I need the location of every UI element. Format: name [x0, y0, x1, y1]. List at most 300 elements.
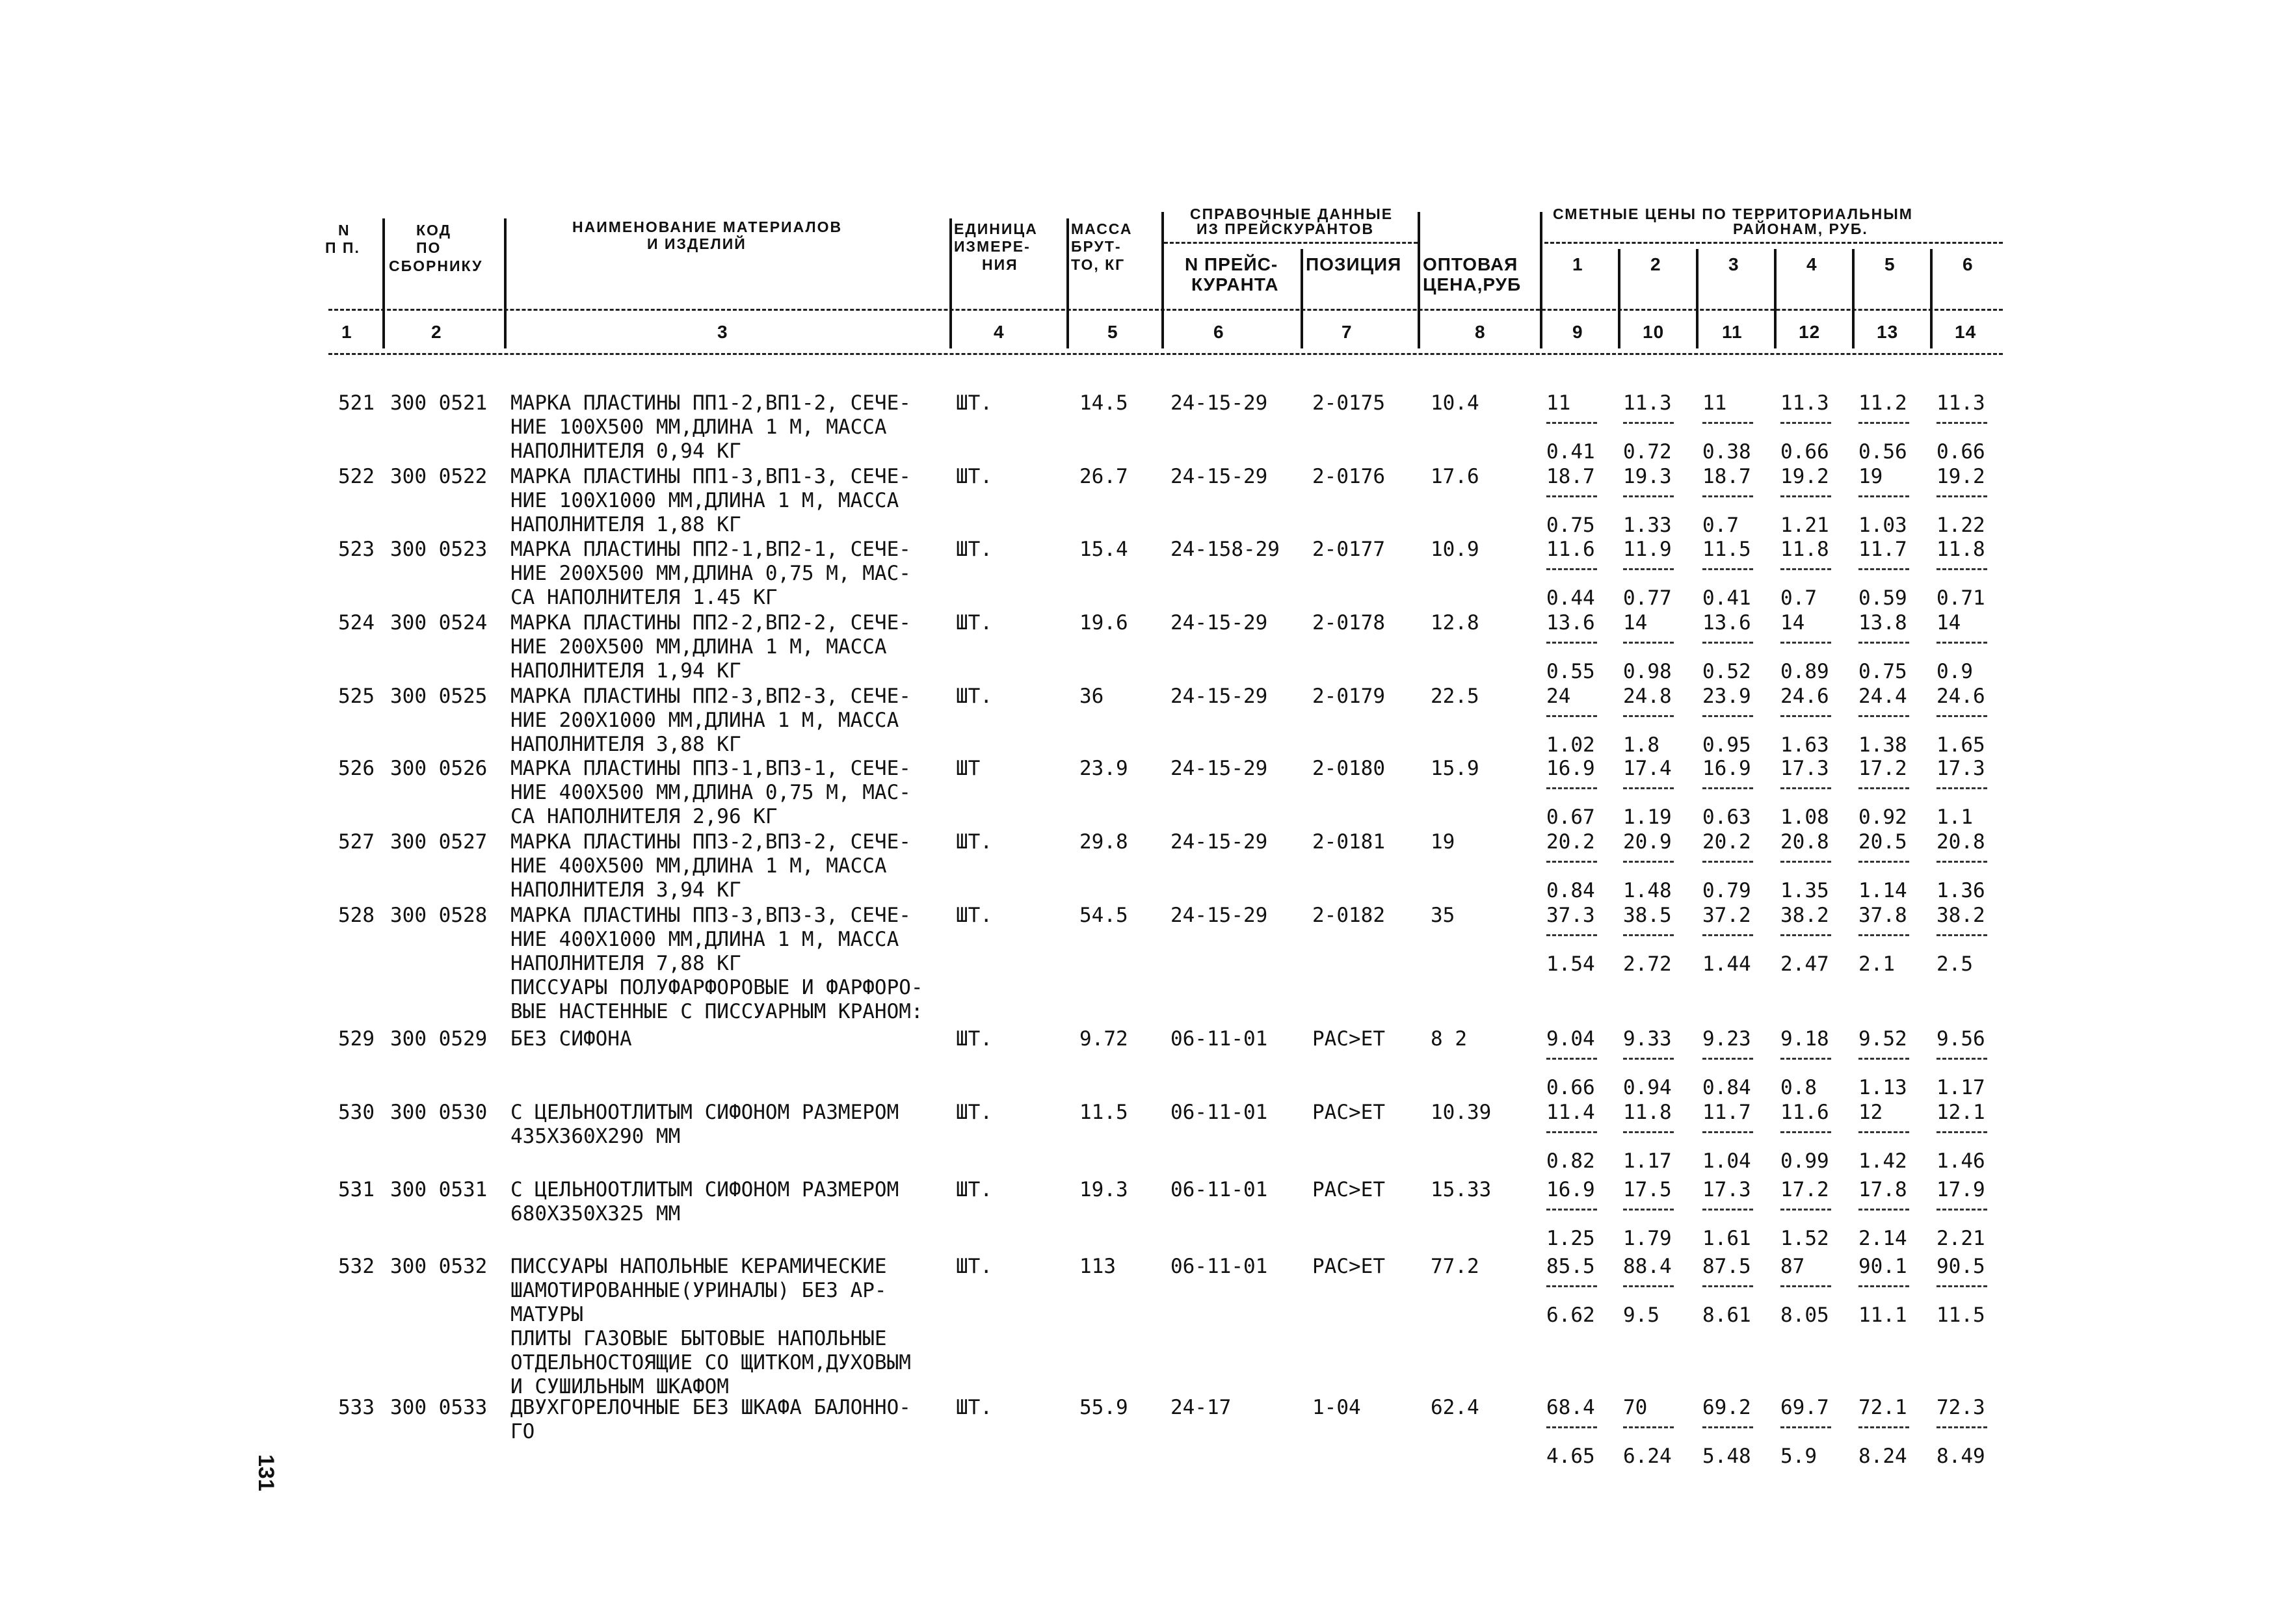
row-number: 521 [338, 391, 375, 415]
row-name-line: НАПОЛНИТЕЛЯ 0,94 КГ [510, 439, 741, 463]
row-region-subprice: 0.75 [1858, 660, 1907, 683]
row-region-price: 38.2 [1937, 904, 1985, 927]
header-region-group-line1: СМЕТНЫЕ ЦЕНЫ ПО ТЕРРИТОРИАЛЬНЫМ [1553, 205, 1913, 222]
row-region-price: 17.9 [1937, 1178, 1985, 1201]
fraction-bar [1780, 1058, 1831, 1060]
fraction-bar [1623, 715, 1674, 717]
header-region-5: 5 [1884, 254, 1896, 274]
row-region-price: 9.04 [1546, 1027, 1595, 1051]
col-separator [1774, 249, 1777, 348]
row-number: 527 [338, 830, 375, 854]
col-number-12: 12 [1799, 322, 1821, 342]
row-position: РАС>ЕТ [1312, 1178, 1385, 1201]
row-price-list: 06-11-01 [1170, 1027, 1268, 1051]
row-region-subprice: 0.84 [1702, 1076, 1751, 1099]
row-region-subprice: 1.79 [1623, 1227, 1672, 1250]
header-region-1: 1 [1572, 254, 1583, 274]
row-position: 2-0181 [1312, 830, 1385, 854]
col-separator [1930, 249, 1933, 348]
row-region-subprice: 1.03 [1858, 514, 1907, 537]
row-position: РАС>ЕТ [1312, 1255, 1385, 1278]
header-col3-line1: НАИМЕНОВАНИЕ МАТЕРИАЛОВ [572, 218, 843, 235]
col-separator [1301, 249, 1303, 348]
col-separator [382, 218, 385, 348]
col-separator [1696, 249, 1699, 348]
row-mass: 14.5 [1079, 391, 1128, 415]
fraction-bar [1937, 715, 1987, 717]
col-separator [504, 218, 507, 348]
row-region-price: 72.1 [1858, 1396, 1907, 1419]
row-unit: ШТ. [956, 391, 992, 415]
fraction-bar [1858, 422, 1909, 424]
fraction-bar [1623, 1426, 1674, 1428]
row-region-subprice: 0.41 [1546, 440, 1595, 464]
row-region-price: 19 [1858, 465, 1883, 488]
row-region-subprice: 0.7 [1702, 514, 1739, 537]
row-region-price: 20.9 [1623, 830, 1672, 854]
row-mass: 11.5 [1079, 1101, 1128, 1124]
row-region-subprice: 1.04 [1702, 1149, 1751, 1173]
col-number-2: 2 [431, 322, 442, 342]
row-region-subprice: 2.14 [1858, 1227, 1907, 1250]
row-region-subprice: 0.92 [1858, 805, 1907, 829]
row-region-subprice: 0.55 [1546, 660, 1595, 683]
header-col6-line1: N ПРЕЙС- [1185, 254, 1278, 274]
row-region-price: 20.5 [1858, 830, 1907, 854]
row-region-price: 20.8 [1937, 830, 1985, 854]
fraction-bar [1858, 715, 1909, 717]
fraction-bar [1937, 495, 1987, 497]
row-region-subprice: 1.08 [1780, 805, 1829, 829]
row-name-line: МАРКА ПЛАСТИНЫ ПП3-2,ВП3-2, СЕЧЕ- [510, 830, 911, 854]
row-position: 2-0175 [1312, 391, 1385, 415]
fraction-bar [1780, 1209, 1831, 1211]
row-name-line: МАРКА ПЛАСТИНЫ ПП3-3,ВП3-3, СЕЧЕ- [510, 904, 911, 927]
row-price-list: 24-15-29 [1170, 391, 1268, 415]
row-position: РАС>ЕТ [1312, 1027, 1385, 1051]
row-region-subprice: 8.49 [1937, 1445, 1985, 1468]
row-region-subprice: 1.35 [1780, 879, 1829, 902]
fraction-bar [1937, 1285, 1987, 1287]
col-separator [1418, 212, 1420, 348]
row-wholesale-price: 10.4 [1431, 391, 1479, 415]
fraction-bar [1702, 787, 1753, 789]
row-region-subprice: 0.84 [1546, 879, 1595, 902]
row-region-subprice: 0.89 [1780, 660, 1829, 683]
row-region-subprice: 2.5 [1937, 952, 1973, 976]
header-rule-ref-top [1164, 242, 1418, 244]
fraction-bar [1702, 1131, 1753, 1133]
row-name-line: НАПОЛНИТЕЛЯ 1,88 КГ [510, 513, 741, 536]
row-region-price: 13.6 [1702, 611, 1751, 635]
row-region-subprice: 1.02 [1546, 733, 1595, 757]
row-name-line: МАРКА ПЛАСТИНЫ ПП1-2,ВП1-2, СЕЧЕ- [510, 391, 911, 415]
row-region-subprice: 2.47 [1780, 952, 1829, 976]
row-region-price: 37.8 [1858, 904, 1907, 927]
fraction-bar [1702, 422, 1753, 424]
fraction-bar [1546, 1426, 1597, 1428]
row-region-subprice: 11.1 [1858, 1303, 1907, 1327]
col-number-11: 11 [1722, 322, 1743, 342]
header-col5-line3: ТО, КГ [1071, 256, 1126, 273]
row-unit: ШТ. [956, 1255, 992, 1278]
row-unit: ШТ. [956, 1396, 992, 1419]
row-region-price: 11.4 [1546, 1101, 1595, 1124]
row-name-line: НАПОЛНИТЕЛЯ 7,88 КГ [510, 952, 741, 975]
row-region-subprice: 1.14 [1858, 879, 1907, 902]
row-name-line: МАРКА ПЛАСТИНЫ ПП2-1,ВП2-1, СЕЧЕ- [510, 538, 911, 561]
fraction-bar [1546, 1131, 1597, 1133]
row-code: 300 0526 [390, 757, 488, 780]
row-region-subprice: 6.62 [1546, 1303, 1595, 1327]
row-price-list: 24-15-29 [1170, 904, 1268, 927]
row-region-price: 16.9 [1546, 1178, 1595, 1201]
row-region-price: 19.3 [1623, 465, 1672, 488]
row-region-subprice: 1.61 [1702, 1227, 1751, 1250]
fraction-bar [1937, 422, 1987, 424]
row-wholesale-price: 15.33 [1431, 1178, 1492, 1201]
header-region-group-line2: РАЙОНАМ, РУБ. [1733, 220, 1868, 237]
row-region-subprice: 1.36 [1937, 879, 1985, 902]
row-number: 533 [338, 1396, 375, 1419]
col-number-4: 4 [994, 322, 1005, 342]
row-region-price: 9.23 [1702, 1027, 1751, 1051]
row-region-price: 11.8 [1623, 1101, 1672, 1124]
row-wholesale-price: 77.2 [1431, 1255, 1479, 1278]
row-number: 528 [338, 904, 375, 927]
fraction-bar [1780, 715, 1831, 717]
row-region-price: 20.2 [1702, 830, 1751, 854]
row-unit: ШТ. [956, 685, 992, 708]
row-number: 525 [338, 685, 375, 708]
row-region-subprice: 0.66 [1546, 1076, 1595, 1099]
row-region-subprice: 0.8 [1780, 1076, 1817, 1099]
row-code: 300 0523 [390, 538, 488, 561]
row-region-price: 9.56 [1937, 1027, 1985, 1051]
row-name-line: МАРКА ПЛАСТИНЫ ПП3-1,ВП3-1, СЕЧЕ- [510, 757, 911, 780]
row-number: 532 [338, 1255, 375, 1278]
row-position: РАС>ЕТ [1312, 1101, 1385, 1124]
row-code: 300 0531 [390, 1178, 488, 1201]
row-region-subprice: 0.79 [1702, 879, 1751, 902]
header-col4-line2: ИЗМЕРЕ- [954, 238, 1031, 255]
row-code: 300 0528 [390, 904, 488, 927]
row-region-price: 12.1 [1937, 1101, 1985, 1124]
row-region-price: 90.1 [1858, 1255, 1907, 1278]
row-unit: ШТ. [956, 904, 992, 927]
fraction-bar [1623, 568, 1674, 570]
row-region-subprice: 1.13 [1858, 1076, 1907, 1099]
header-rule-regions-top [1544, 242, 2003, 244]
row-price-list: 24-158-29 [1170, 538, 1280, 561]
fraction-bar [1702, 1058, 1753, 1060]
row-region-subprice: 0.95 [1702, 733, 1751, 757]
header-col2-line3: СБОРНИКУ [389, 257, 483, 274]
row-unit: ШТ. [956, 830, 992, 854]
row-code: 300 0530 [390, 1101, 488, 1124]
header-region-4: 4 [1806, 254, 1818, 274]
fraction-bar [1546, 1209, 1597, 1211]
header-col8-line2: ЦЕНА,РУБ [1423, 274, 1522, 295]
row-name-line: НАПОЛНИТЕЛЯ 3,94 КГ [510, 878, 741, 902]
row-name-line: БЕЗ СИФОНА [510, 1027, 632, 1051]
row-region-price: 37.2 [1702, 904, 1751, 927]
row-region-price: 9.52 [1858, 1027, 1907, 1051]
row-unit: ШТ. [956, 1027, 992, 1051]
row-name-line: ПЛИТЫ ГАЗОВЫЕ БЫТОВЫЕ НАПОЛЬНЫЕ [510, 1327, 887, 1350]
row-position: 2-0179 [1312, 685, 1385, 708]
row-region-price: 14 [1937, 611, 1961, 635]
row-mass: 26.7 [1079, 465, 1128, 488]
row-region-subprice: 9.5 [1623, 1303, 1659, 1327]
row-region-subprice: 0.77 [1623, 586, 1672, 610]
row-region-subprice: 5.9 [1780, 1445, 1817, 1468]
fraction-bar [1623, 787, 1674, 789]
fraction-bar [1702, 715, 1753, 717]
row-region-price: 11.3 [1623, 391, 1672, 415]
col-separator [1852, 249, 1855, 348]
fraction-bar [1858, 642, 1909, 644]
header-col5-line1: МАССА [1071, 220, 1133, 237]
row-name-line: ПИССУАРЫ ПОЛУФАРФОРОВЫЕ И ФАРФОРО- [510, 976, 923, 999]
row-region-price: 11.9 [1623, 538, 1672, 561]
row-region-price: 24.6 [1937, 685, 1985, 708]
row-position: 2-0176 [1312, 465, 1385, 488]
row-code: 300 0527 [390, 830, 488, 854]
row-region-subprice: 1.38 [1858, 733, 1907, 757]
row-mass: 15.4 [1079, 538, 1128, 561]
row-price-list: 24-15-29 [1170, 830, 1268, 854]
row-region-subprice: 0.56 [1858, 440, 1907, 464]
row-region-subprice: 8.05 [1780, 1303, 1829, 1327]
row-number: 526 [338, 757, 375, 780]
fraction-bar [1702, 568, 1753, 570]
row-name-line: И СУШИЛЬНЫМ ШКАФОМ [510, 1375, 729, 1398]
row-wholesale-price: 12.8 [1431, 611, 1479, 635]
row-region-price: 11.8 [1780, 538, 1829, 561]
row-region-subprice: 0.98 [1623, 660, 1672, 683]
row-region-subprice: 1.19 [1623, 805, 1672, 829]
row-region-subprice: 1.22 [1937, 514, 1985, 537]
col-separator [1618, 249, 1620, 348]
row-region-price: 11.3 [1937, 391, 1985, 415]
row-region-subprice: 6.24 [1623, 1445, 1672, 1468]
row-name-line: НИЕ 200X500 ММ,ДЛИНА 1 М, МАССА [510, 635, 887, 659]
row-number: 524 [338, 611, 375, 635]
header-region-3: 3 [1728, 254, 1739, 274]
row-region-price: 69.2 [1702, 1396, 1751, 1419]
row-name-line: НИЕ 200X500 ММ,ДЛИНА 0,75 М, МАС- [510, 562, 911, 585]
row-region-price: 20.2 [1546, 830, 1595, 854]
row-region-subprice: 0.66 [1937, 440, 1985, 464]
row-region-subprice: 1.44 [1702, 952, 1751, 976]
row-price-list: 24-15-29 [1170, 685, 1268, 708]
row-region-subprice: 0.38 [1702, 440, 1751, 464]
fraction-bar [1780, 1285, 1831, 1287]
row-name-line: МАТУРЫ [510, 1303, 583, 1326]
col-number-5: 5 [1107, 322, 1118, 342]
row-code: 300 0532 [390, 1255, 488, 1278]
row-region-subprice: 0.59 [1858, 586, 1907, 610]
row-region-price: 12 [1858, 1101, 1883, 1124]
fraction-bar [1623, 1058, 1674, 1060]
fraction-bar [1623, 861, 1674, 863]
fraction-bar [1623, 642, 1674, 644]
col-number-3: 3 [717, 322, 728, 342]
row-price-list: 06-11-01 [1170, 1101, 1268, 1124]
row-region-price: 16.9 [1702, 757, 1751, 780]
row-region-price: 20.8 [1780, 830, 1829, 854]
row-region-price: 13.6 [1546, 611, 1595, 635]
header-region-6: 6 [1963, 254, 1974, 274]
row-region-price: 9.33 [1623, 1027, 1672, 1051]
row-region-subprice: 11.5 [1937, 1303, 1985, 1327]
col-number-6: 6 [1213, 322, 1224, 342]
row-region-subprice: 0.41 [1702, 586, 1751, 610]
row-region-price: 14 [1623, 611, 1648, 635]
row-name-line: С ЦЕЛЬНООТЛИТЫМ СИФОНОМ РАЗМЕРОМ [510, 1178, 899, 1201]
row-name-line: НИЕ 100X500 ММ,ДЛИНА 1 М, МАССА [510, 415, 887, 439]
fraction-bar [1702, 495, 1753, 497]
row-region-subprice: 1.8 [1623, 733, 1659, 757]
row-region-price: 72.3 [1937, 1396, 1985, 1419]
row-wholesale-price: 17.6 [1431, 465, 1479, 488]
row-wholesale-price: 22.5 [1431, 685, 1479, 708]
row-region-subprice: 1.52 [1780, 1227, 1829, 1250]
row-region-price: 90.5 [1937, 1255, 1985, 1278]
header-region-2: 2 [1650, 254, 1661, 274]
row-region-subprice: 4.65 [1546, 1445, 1595, 1468]
header-col5-line2: БРУТ- [1071, 238, 1122, 255]
row-region-price: 19.2 [1780, 465, 1829, 488]
row-position: 1-04 [1312, 1396, 1361, 1419]
row-price-list: 24-17 [1170, 1396, 1232, 1419]
row-region-subprice: 0.63 [1702, 805, 1751, 829]
row-name-line: С ЦЕЛЬНООТЛИТЫМ СИФОНОМ РАЗМЕРОМ [510, 1101, 899, 1124]
row-region-subprice: 1.1 [1937, 805, 1973, 829]
col-separator [1161, 212, 1164, 348]
fraction-bar [1858, 1285, 1909, 1287]
fraction-bar [1546, 715, 1597, 717]
row-name-line: ДВУХГОРЕЛОЧНЫЕ БЕЗ ШКАФА БАЛОННО- [510, 1396, 911, 1419]
fraction-bar [1780, 787, 1831, 789]
row-region-price: 37.3 [1546, 904, 1595, 927]
row-region-subprice: 8.61 [1702, 1303, 1751, 1327]
row-code: 300 0522 [390, 465, 488, 488]
fraction-bar [1546, 1285, 1597, 1287]
fraction-bar [1780, 934, 1831, 936]
row-unit: ШТ. [956, 538, 992, 561]
fraction-bar [1546, 422, 1597, 424]
fraction-bar [1937, 642, 1987, 644]
row-region-subprice: 0.94 [1623, 1076, 1672, 1099]
fraction-bar [1780, 861, 1831, 863]
row-region-price: 17.8 [1858, 1178, 1907, 1201]
row-region-price: 24 [1546, 685, 1571, 708]
row-name-line: НАПОЛНИТЕЛЯ 3,88 КГ [510, 733, 741, 756]
fraction-bar [1858, 568, 1909, 570]
fraction-bar [1858, 1426, 1909, 1428]
fraction-bar [1702, 934, 1753, 936]
row-name-line: НИЕ 100X1000 ММ,ДЛИНА 1 М, МАССА [510, 489, 899, 512]
row-region-subprice: 8.24 [1858, 1445, 1907, 1468]
row-region-price: 17.2 [1858, 757, 1907, 780]
row-region-subprice: 0.82 [1546, 1149, 1595, 1173]
row-region-subprice: 0.9 [1937, 660, 1973, 683]
row-code: 300 0521 [390, 391, 488, 415]
fraction-bar [1623, 422, 1674, 424]
header-rule-bottom [328, 353, 2003, 355]
row-region-subprice: 0.71 [1937, 586, 1985, 610]
row-wholesale-price: 15.9 [1431, 757, 1479, 780]
row-number: 522 [338, 465, 375, 488]
row-name-line: НАПОЛНИТЕЛЯ 1,94 КГ [510, 659, 741, 683]
col-number-9: 9 [1572, 322, 1583, 342]
row-region-subprice: 2.72 [1623, 952, 1672, 976]
row-region-subprice: 0.72 [1623, 440, 1672, 464]
row-mass: 19.3 [1079, 1178, 1128, 1201]
row-mass: 29.8 [1079, 830, 1128, 854]
fraction-bar [1937, 787, 1987, 789]
fraction-bar [1780, 422, 1831, 424]
row-region-price: 9.18 [1780, 1027, 1829, 1051]
row-name-line: НИЕ 400X500 ММ,ДЛИНА 1 М, МАССА [510, 854, 887, 878]
fraction-bar [1702, 1209, 1753, 1211]
row-number: 523 [338, 538, 375, 561]
row-region-subprice: 1.63 [1780, 733, 1829, 757]
row-number: 531 [338, 1178, 375, 1201]
row-region-subprice: 2.21 [1937, 1227, 1985, 1250]
fraction-bar [1937, 568, 1987, 570]
row-region-price: 17.3 [1780, 757, 1829, 780]
row-code: 300 0529 [390, 1027, 488, 1051]
row-region-subprice: 0.75 [1546, 514, 1595, 537]
row-price-list: 06-11-01 [1170, 1178, 1268, 1201]
header-col6-line2: КУРАНТА [1191, 274, 1279, 295]
col-number-14: 14 [1955, 322, 1977, 342]
row-region-subprice: 5.48 [1702, 1445, 1751, 1468]
fraction-bar [1623, 1209, 1674, 1211]
row-region-price: 87 [1780, 1255, 1805, 1278]
row-mass: 55.9 [1079, 1396, 1128, 1419]
row-region-subprice: 0.7 [1780, 586, 1817, 610]
row-wholesale-price: 10.9 [1431, 538, 1479, 561]
col-number-13: 13 [1877, 322, 1899, 342]
row-region-subprice: 1.54 [1546, 952, 1595, 976]
row-name-line: 435X360X290 ММ [510, 1125, 681, 1148]
row-code: 300 0533 [390, 1396, 488, 1419]
header-col1-line2: П П. [325, 239, 360, 256]
row-region-subprice: 1.33 [1623, 514, 1672, 537]
row-number: 530 [338, 1101, 375, 1124]
row-region-price: 11.7 [1858, 538, 1907, 561]
row-position: 2-0178 [1312, 611, 1385, 635]
row-name-line: НИЕ 400X500 ММ,ДЛИНА 0,75 М, МАС- [510, 781, 911, 804]
fraction-bar [1858, 495, 1909, 497]
row-code: 300 0524 [390, 611, 488, 635]
fraction-bar [1623, 1131, 1674, 1133]
row-code: 300 0525 [390, 685, 488, 708]
header-col4-line1: ЕДИНИЦА [954, 220, 1038, 237]
row-name-line: СА НАПОЛНИТЕЛЯ 2,96 КГ [510, 805, 778, 828]
fraction-bar [1623, 495, 1674, 497]
row-unit: ШТ. [956, 465, 992, 488]
col-separator [1066, 218, 1069, 348]
row-unit: ШТ. [956, 1178, 992, 1201]
row-price-list: 24-15-29 [1170, 465, 1268, 488]
fraction-bar [1780, 1426, 1831, 1428]
row-wholesale-price: 10.39 [1431, 1101, 1492, 1124]
